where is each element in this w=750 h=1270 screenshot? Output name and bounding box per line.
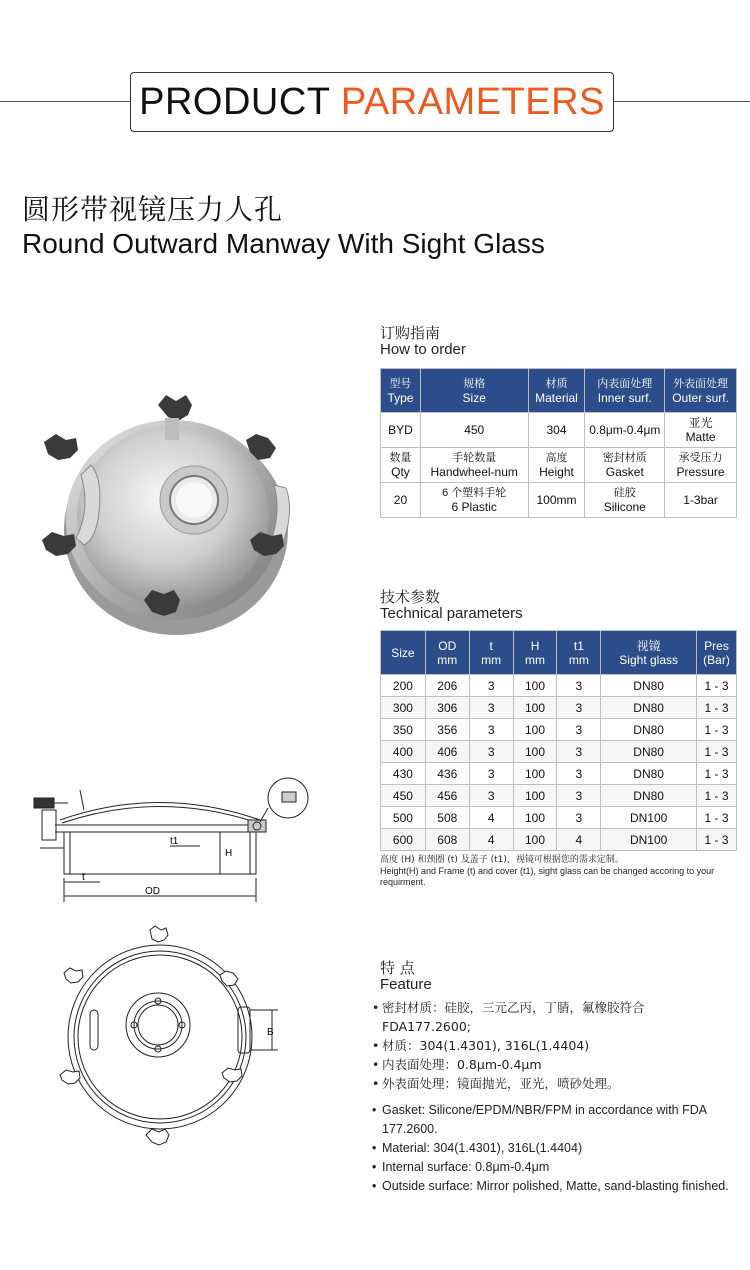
table-cell: 356 — [425, 719, 469, 741]
feature-heading-en: Feature — [380, 976, 432, 993]
feature-list-en — [372, 1101, 732, 1196]
feature-item: • Material: 304(1.4301), 316L(1.4404) — [372, 1139, 732, 1158]
order-table — [380, 368, 737, 518]
tech-heading-cn: 技术参数 — [380, 588, 441, 606]
feature-item: • 外表面处理：镜面抛光，亚光，喷砂处理。 — [372, 1074, 732, 1093]
order-subheader-cell: 高度 Height — [528, 448, 585, 483]
label-h: H — [225, 848, 233, 859]
table-cell: 4 — [469, 807, 513, 829]
product-photo — [36, 380, 311, 645]
table-cell: 3 — [469, 719, 513, 741]
label-b: B — [267, 1027, 274, 1038]
label-t: t — [82, 872, 85, 883]
table-cell: DN80 — [601, 763, 697, 785]
order-header-row-1 — [381, 369, 737, 413]
table-cell: 400 — [381, 741, 426, 763]
order-cell: 0.8μm-0.4μm — [585, 413, 665, 448]
label-od: OD — [145, 886, 160, 897]
table-cell: 500 — [381, 807, 426, 829]
feature-item: • Internal surface: 0.8μm-0.4μm — [372, 1158, 732, 1177]
table-cell: DN80 — [601, 675, 697, 697]
table-cell: 100 — [513, 741, 557, 763]
order-cell: 100mm — [528, 483, 585, 518]
table-cell: 1 - 3 — [696, 697, 736, 719]
tech-header-cell: Size — [381, 631, 426, 675]
table-row — [381, 785, 737, 807]
tech-body — [381, 675, 737, 851]
table-cell: DN100 — [601, 829, 697, 851]
table-cell: 100 — [513, 763, 557, 785]
table-cell: 100 — [513, 807, 557, 829]
order-header-cell: 规格 Size — [420, 369, 528, 413]
table-row — [381, 829, 737, 851]
product-title-en: Round Outward Manway With Sight Glass — [22, 228, 545, 259]
tech-note-cn: 高度 (H) 和颈圈 (t) 及盖子 (t1)，视镜可根据您的需求定制。 — [380, 855, 624, 865]
table-cell: 450 — [381, 785, 426, 807]
order-subheader-cell: 手轮数量 Handwheel-num — [420, 448, 528, 483]
order-row-2 — [381, 483, 737, 518]
table-row — [381, 763, 737, 785]
table-cell: 3 — [469, 675, 513, 697]
table-cell: 3 — [557, 763, 601, 785]
table-cell: 3 — [469, 697, 513, 719]
table-cell: 1 - 3 — [696, 675, 736, 697]
table-cell: 3 — [469, 785, 513, 807]
feature-item: • 材质：304(1.4301), 316L(1.4404) — [372, 1036, 732, 1055]
order-heading-cn: 订购指南 — [380, 324, 441, 342]
table-cell: 1 - 3 — [696, 763, 736, 785]
feature-heading-cn: 特 点 — [380, 959, 415, 977]
table-cell: 4 — [557, 829, 601, 851]
banner-line-left — [0, 101, 130, 102]
table-row — [381, 741, 737, 763]
tech-note-en: Height(H) and Frame (t) and cover (t1), sight glass can be changed accoring to your requirment. — [380, 866, 715, 887]
table-cell: 100 — [513, 719, 557, 741]
table-cell: 600 — [381, 829, 426, 851]
order-subheader-cell: 承受压力 Pressure — [665, 448, 737, 483]
banner-title: PRODUCT PARAMETERS — [139, 80, 605, 123]
label-t1: t1 — [170, 836, 179, 847]
table-cell: 3 — [557, 785, 601, 807]
tech-header-cell: t mm — [469, 631, 513, 675]
table-cell: 100 — [513, 785, 557, 807]
table-cell: DN80 — [601, 697, 697, 719]
order-cell: BYD — [381, 413, 421, 448]
tech-header-cell: t1 mm — [557, 631, 601, 675]
order-cell: 6 个塑料手轮 6 Plastic — [420, 483, 528, 518]
table-cell: 456 — [425, 785, 469, 807]
table-cell: 100 — [513, 697, 557, 719]
order-heading-en: How to order — [380, 341, 466, 358]
order-cell: 硅胶 Silicone — [585, 483, 665, 518]
tech-header-cell: OD mm — [425, 631, 469, 675]
feature-list-cn — [372, 998, 732, 1093]
table-row — [381, 807, 737, 829]
order-header-row-2 — [381, 448, 737, 483]
order-cell: 450 — [420, 413, 528, 448]
tech-header-cell: 视镜 Sight glass — [601, 631, 697, 675]
order-header-cell: 外表面处理 Outer surf. — [665, 369, 737, 413]
table-cell: 306 — [425, 697, 469, 719]
table-cell: 430 — [381, 763, 426, 785]
order-cell: 304 — [528, 413, 585, 448]
tech-table — [380, 630, 737, 851]
tech-header-row — [381, 631, 737, 675]
table-cell: 508 — [425, 807, 469, 829]
table-cell: 608 — [425, 829, 469, 851]
table-cell: 200 — [381, 675, 426, 697]
feature-item: • 内表面处理：0.8μm-0.4μm — [372, 1055, 732, 1074]
order-header-cell: 材质 Material — [528, 369, 585, 413]
table-cell: DN80 — [601, 785, 697, 807]
tech-header-cell: Pres (Bar) — [696, 631, 736, 675]
table-cell: 3 — [557, 675, 601, 697]
order-header-cell: 内表面处理 Inner surf. — [585, 369, 665, 413]
table-cell: 3 — [469, 741, 513, 763]
banner-line-right — [614, 101, 750, 102]
order-subheader-cell: 密封材质 Gasket — [585, 448, 665, 483]
table-cell: 4 — [469, 829, 513, 851]
table-cell: 100 — [513, 829, 557, 851]
order-cell: 1-3bar — [665, 483, 737, 518]
table-cell: 300 — [381, 697, 426, 719]
order-header-cell: 型号 Type — [381, 369, 421, 413]
feature-item: • Outside surface: Mirror polished, Matte, sand-blasting finished. — [372, 1177, 732, 1196]
table-cell: 350 — [381, 719, 426, 741]
table-cell: DN80 — [601, 719, 697, 741]
table-cell: DN80 — [601, 741, 697, 763]
order-cell: 亚光 Matte — [665, 413, 737, 448]
feature-item: • 密封材质：硅胶，三元乙丙，丁腈，氟橡胶符合 FDA177.2600; — [372, 998, 732, 1036]
side-view-drawing — [20, 770, 340, 910]
table-cell: 100 — [513, 675, 557, 697]
table-cell: 206 — [425, 675, 469, 697]
table-cell: 3 — [557, 807, 601, 829]
table-row — [381, 675, 737, 697]
table-cell: 1 - 3 — [696, 829, 736, 851]
table-cell: 1 - 3 — [696, 807, 736, 829]
table-row — [381, 719, 737, 741]
order-subheader-cell: 数量 Qty — [381, 448, 421, 483]
table-cell: 3 — [557, 719, 601, 741]
table-cell: 1 - 3 — [696, 719, 736, 741]
table-cell: 3 — [557, 741, 601, 763]
table-cell: 406 — [425, 741, 469, 763]
order-row-1 — [381, 413, 737, 448]
table-cell: DN100 — [601, 807, 697, 829]
top-view-drawing — [50, 925, 290, 1155]
table-cell: 3 — [469, 763, 513, 785]
table-cell: 1 - 3 — [696, 785, 736, 807]
banner — [130, 72, 614, 132]
order-cell: 20 — [381, 483, 421, 518]
table-row — [381, 697, 737, 719]
product-title-cn: 圆形带视镜压力人孔 — [22, 193, 284, 226]
tech-heading-en: Technical parameters — [380, 605, 523, 622]
tech-header-cell: H mm — [513, 631, 557, 675]
table-cell: 436 — [425, 763, 469, 785]
feature-item: • Gasket: Silicone/EPDM/NBR/FPM in accordance with FDA 177.2600. — [372, 1101, 732, 1139]
table-cell: 3 — [557, 697, 601, 719]
table-cell: 1 - 3 — [696, 741, 736, 763]
